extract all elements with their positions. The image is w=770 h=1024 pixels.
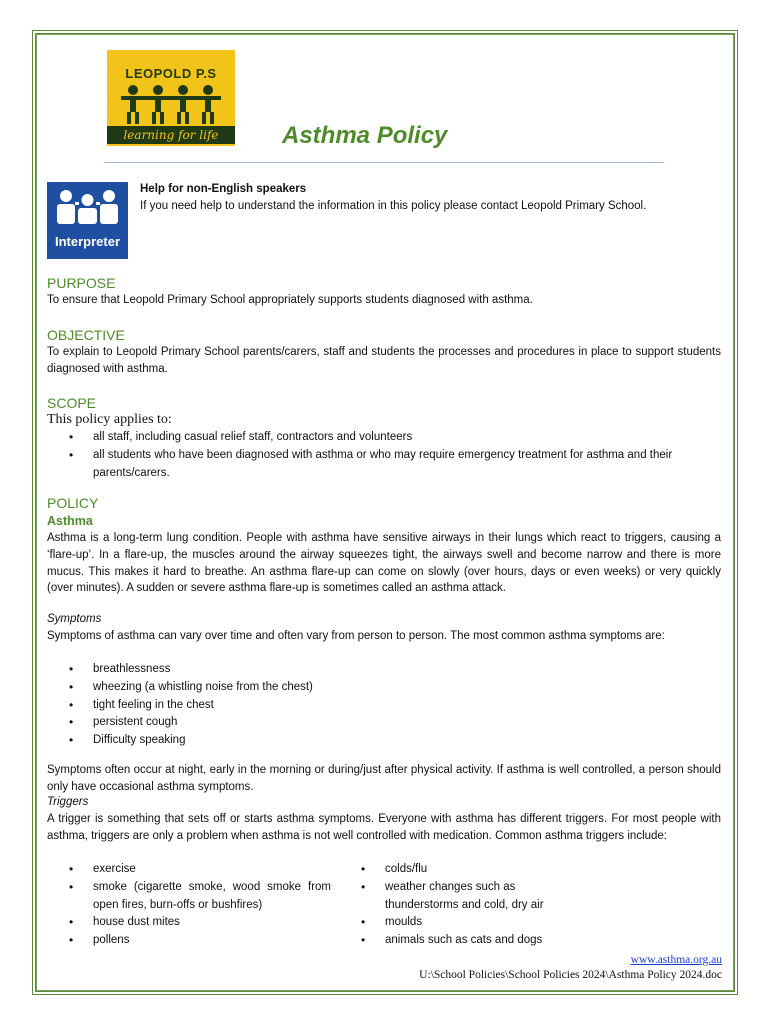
scope-list xyxy=(69,429,721,482)
purpose-text: To ensure that Leopold Primary School appropriately supports students diagnosed with asthma. xyxy=(47,294,533,306)
list-item: • all students who have been diagnosed with asthma or who may require emergency treatment for asthma and their parents/carers. xyxy=(69,447,721,483)
list-item: • wheezing (a whistling noise from the chest) xyxy=(69,679,721,697)
logo-tagline: learning for life xyxy=(123,128,219,142)
people-figures-icon xyxy=(121,82,221,124)
scope-intro: This policy applies to: xyxy=(47,412,172,427)
title-divider xyxy=(104,162,664,163)
scope-heading: SCOPE xyxy=(47,395,97,411)
symptoms-text: Symptoms of asthma can vary over time and often vary from person to person. The most common asthma symptoms are: xyxy=(47,630,665,642)
list-item: • all staff, including casual relief staff, contractors and volunteers xyxy=(69,429,721,447)
logo-name: LEOPOLD P.S xyxy=(125,66,217,81)
interpreter-badge xyxy=(47,182,128,259)
interpreter-label: Interpreter xyxy=(54,234,121,249)
objective-text: To explain to Leopold Primary School parents/carers, staff and students the processes and procedures in place to support students diagnosed with asthma. xyxy=(47,346,721,375)
triggers-text: A trigger is something that sets off or starts asthma symptoms. Everyone with asthma has different triggers. For most people with asthma, triggers are only a problem when asthma is not well controlled with medication. Common asthma triggers include: xyxy=(47,813,721,842)
symptoms-subheading: Symptoms xyxy=(47,613,102,625)
symptoms-after-text: Symptoms often occur at night, early in the morning or during/just after physical activity. If asthma is well controlled, a person should only have occasional asthma symptoms. xyxy=(47,764,721,793)
page-title: Asthma Policy xyxy=(282,122,448,149)
asthma-text: Asthma is a long-term lung condition. People with asthma have sensitive airways in their lungs which react to triggers, causing a ‘flare-up’. In a flare-up, the muscles around the airway squeezes tight, the airways swell and become narrow and there is more mucus. This makes it hard to breathe. An asthma flare-up can come on slowly (over hours, days or even weeks) or very quickly (over minutes). A sudden or severe asthma flare-up is sometimes called an asthma attack. xyxy=(47,532,721,595)
help-heading: Help for non-English speakers xyxy=(140,183,307,195)
asthma-subheading: Asthma xyxy=(47,514,93,528)
list-item: • breathlessness xyxy=(69,661,721,679)
list-item: • exercise xyxy=(69,861,331,879)
file-path: U:\School Policies\School Policies 2024\Asthma Policy 2024.doc xyxy=(419,969,722,981)
page-border-inner xyxy=(36,34,734,991)
policy-heading: POLICY xyxy=(47,495,99,511)
list-item: • animals such as cats and dogs xyxy=(361,932,591,950)
asthma-website-link[interactable]: www.asthma.org.au xyxy=(630,954,722,966)
list-item: • pollens xyxy=(69,932,331,950)
list-item: • smoke (cigarette smoke, wood smoke from open fires, burn-offs or bushfires) xyxy=(69,879,331,915)
list-item: • Difficulty speaking xyxy=(69,732,721,750)
triggers-list-left xyxy=(69,861,331,950)
list-item: • tight feeling in the chest xyxy=(69,697,721,715)
list-item: • colds/flu xyxy=(361,861,591,879)
list-item: • weather changes such as thunderstorms and cold, dry air xyxy=(361,879,591,915)
list-item: • house dust mites xyxy=(69,914,331,932)
list-item: • moulds xyxy=(361,914,591,932)
purpose-heading: PURPOSE xyxy=(47,275,116,291)
symptoms-list xyxy=(69,661,721,750)
triggers-list-right xyxy=(361,861,591,950)
triggers-subheading: Triggers xyxy=(47,796,89,808)
interpreter-icon xyxy=(53,188,122,228)
list-item: • persistent cough xyxy=(69,714,721,732)
school-logo xyxy=(107,50,235,146)
objective-heading: OBJECTIVE xyxy=(47,327,125,343)
help-text: If you need help to understand the information in this policy please contact Leopold Primary School. xyxy=(140,200,647,212)
